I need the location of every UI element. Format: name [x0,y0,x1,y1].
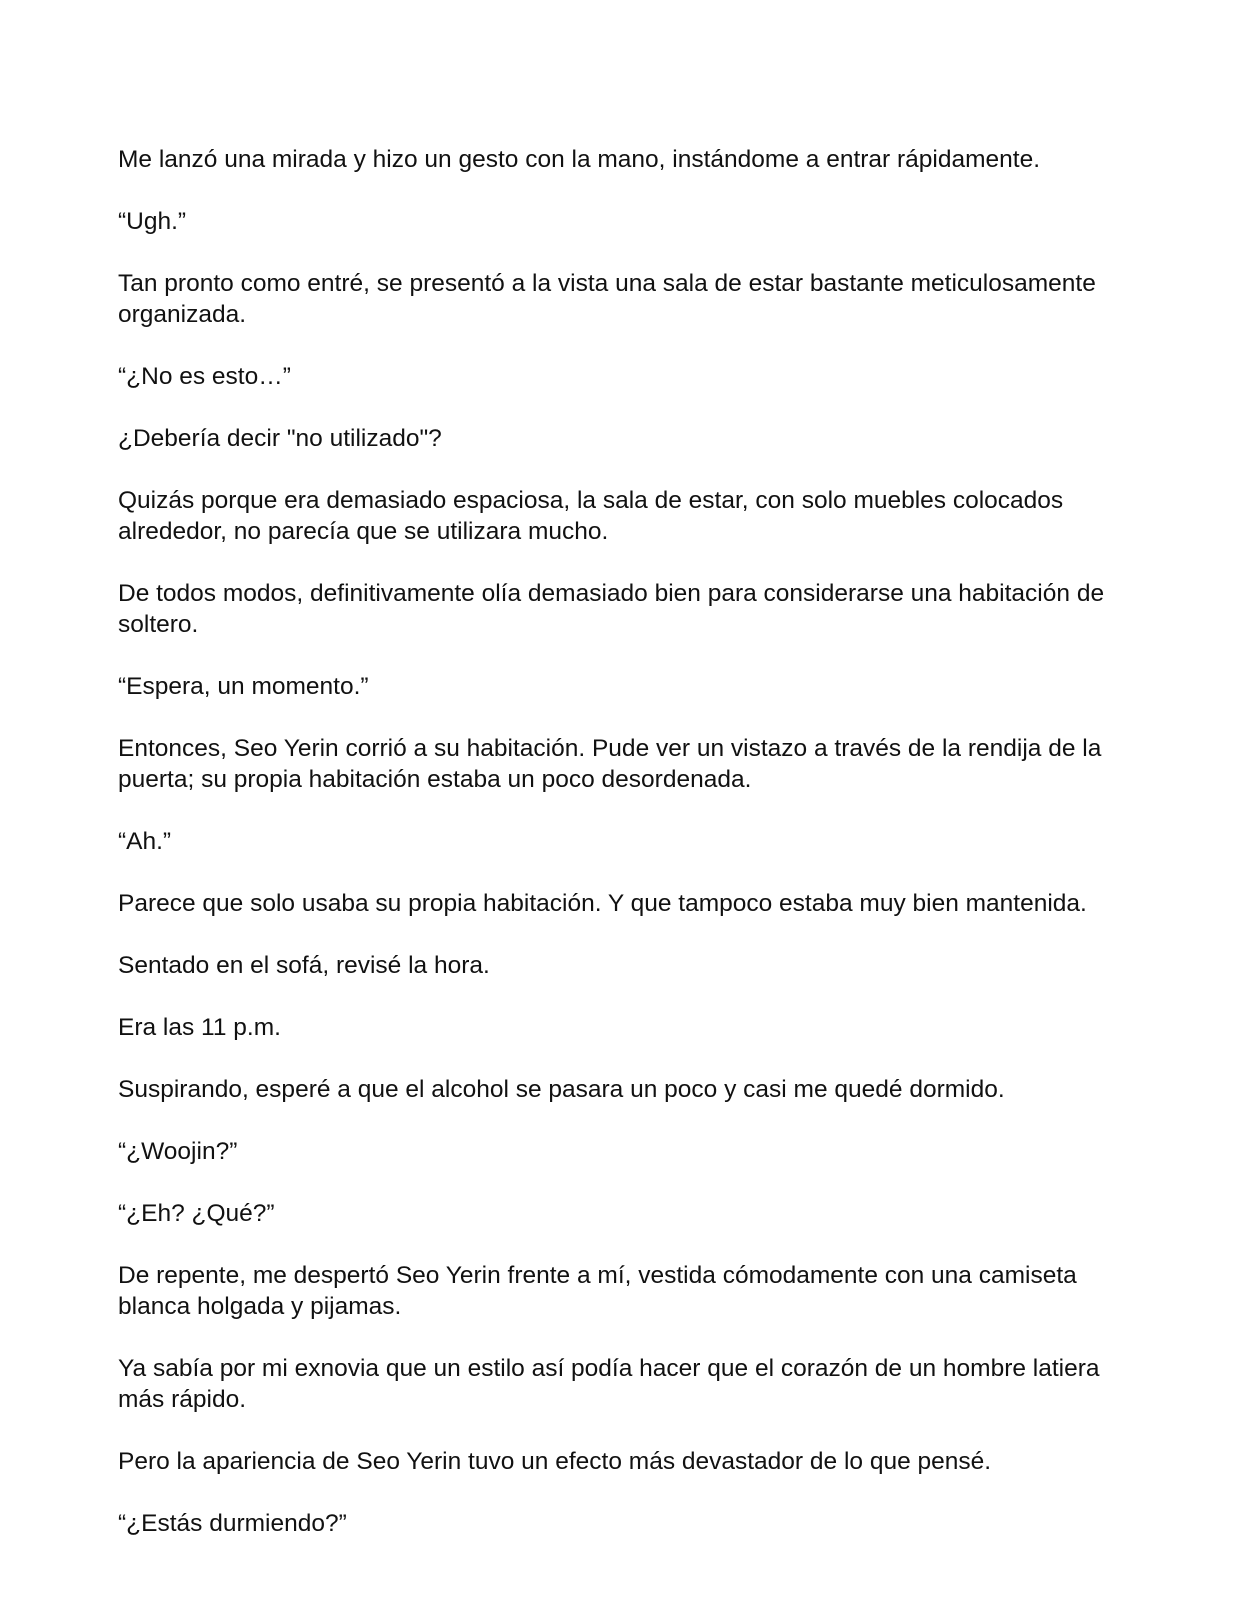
paragraph: “¿Woojin?” [118,1138,238,1165]
paragraph: “¿No es esto…” [118,363,291,390]
paragraph: De repente, me despertó Seo Yerin frente a mí, vestida cómodamente con una camiseta blanca holgada y pijamas. [118,1262,1077,1320]
paragraph: Ya sabía por mi exnovia que un estilo así podía hacer que el corazón de un hombre latiera más rápido. [118,1355,1100,1413]
paragraph: “¿Eh? ¿Qué?” [118,1200,275,1227]
document-page [118,144,1128,1539]
paragraph: De todos modos, definitivamente olía demasiado bien para considerarse una habitación de soltero. [118,580,1105,638]
paragraph: “Ah.” [118,828,172,855]
paragraph: Era las 11 p.m. [118,1014,281,1041]
paragraph: “Ugh.” [118,208,187,235]
paragraph: Me lanzó una mirada y hizo un gesto con la mano, instándome a entrar rápidamente. [118,146,1041,173]
paragraph: Sentado en el sofá, revisé la hora. [118,952,490,979]
paragraph: “Espera, un momento.” [118,673,369,700]
paragraph: Suspirando, esperé a que el alcohol se pasara un poco y casi me quedé dormido. [118,1076,1005,1103]
paragraph: ¿Debería decir "no utilizado"? [118,425,442,452]
paragraph: Pero la apariencia de Seo Yerin tuvo un efecto más devastador de lo que pensé. [118,1448,992,1475]
paragraph: Tan pronto como entré, se presentó a la vista una sala de estar bastante meticulosamente organizada. [118,270,1096,328]
paragraph: Entonces, Seo Yerin corrió a su habitación. Pude ver un vistazo a través de la rendija de la puerta; su propia habitación estaba un poco desordenada. [118,735,1102,793]
paragraph: Quizás porque era demasiado espaciosa, la sala de estar, con solo muebles colocados alrededor, no parecía que se utilizara mucho. [118,487,1064,545]
paragraph: “¿Estás durmiendo?” [118,1510,347,1537]
paragraph: Parece que solo usaba su propia habitación. Y que tampoco estaba muy bien mantenida. [118,890,1087,917]
